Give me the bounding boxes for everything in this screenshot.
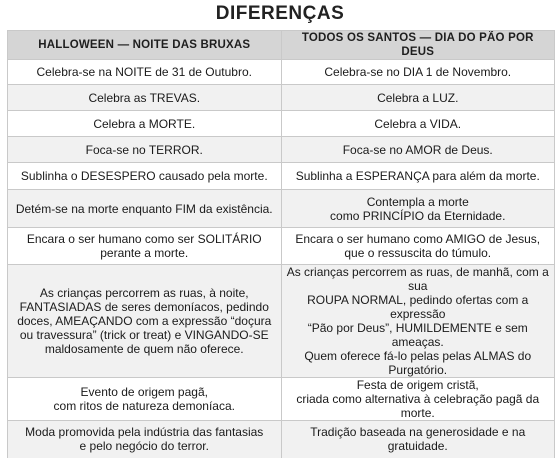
table-row — [8, 137, 555, 163]
header-todos-os-santos: TODOS OS SANTOS — DIA DO PÃO POR DEUS — [281, 31, 555, 60]
halloween-cell: Moda promovida pela indústria das fantasias e pelo negócio do terror. — [8, 421, 282, 458]
table-row — [8, 163, 555, 190]
comparison-table — [7, 30, 555, 458]
table-header-row — [8, 31, 555, 60]
todos-os-santos-cell: Foca-se no AMOR de Deus. — [281, 137, 555, 163]
todos-os-santos-cell: Sublinha a ESPERANÇA para além da morte. — [281, 163, 555, 190]
table-row — [8, 60, 555, 85]
halloween-cell: Evento de origem pagã, com ritos de natureza demoníaca. — [8, 378, 282, 421]
page-title: DIFERENÇAS — [215, 3, 345, 24]
table-row — [8, 111, 555, 137]
halloween-cell: Sublinha o DESESPERO causado pela morte. — [8, 163, 282, 190]
todos-os-santos-cell: As crianças percorrem as ruas, de manhã, com a sua ROUPA NORMAL, pedindo ofertas com a expressão “Pão por Deus”, HUMILDEMENTE e sem ameaças. Quem oferece fá-lo pelas pelas ALMAS do Purgatório. — [281, 265, 555, 378]
table-row — [8, 378, 555, 421]
todos-os-santos-cell: Encara o ser humano como AMIGO de Jesus, que o ressuscita do túmulo. — [281, 228, 555, 265]
table-row — [8, 265, 555, 378]
halloween-cell: Detém-se na morte enquanto FIM da existência. — [8, 190, 282, 228]
todos-os-santos-cell: Celebra a LUZ. — [281, 85, 555, 111]
halloween-cell: Foca-se no TERROR. — [8, 137, 282, 163]
table-row — [8, 421, 555, 458]
todos-os-santos-cell: Festa de origem cristã, criada como alternativa à celebração pagã da morte. — [281, 378, 555, 421]
table-row — [8, 228, 555, 265]
halloween-cell: Celebra as TREVAS. — [8, 85, 282, 111]
todos-os-santos-cell: Celebra a VIDA. — [281, 111, 555, 137]
halloween-cell: Celebra a MORTE. — [8, 111, 282, 137]
todos-os-santos-cell: Celebra-se no DIA 1 de Novembro. — [281, 60, 555, 85]
todos-os-santos-cell: Tradição baseada na generosidade e na gratuidade. — [281, 421, 555, 458]
halloween-cell: Celebra-se na NOITE de 31 de Outubro. — [8, 60, 282, 85]
halloween-cell: As crianças percorrem as ruas, à noite, FANTASIADAS de seres demoníacos, pedindo doces, AMEAÇANDO com a expressão “doçura ou travessura” (trick or treat) e VINGANDO-SE maldosamente de quem não oferece. — [8, 265, 282, 378]
todos-os-santos-cell: Contempla a morte como PRINCÍPIO da Eternidade. — [281, 190, 555, 228]
halloween-cell: Encara o ser humano como ser SOLITÁRIO perante a morte. — [8, 228, 282, 265]
table-row — [8, 85, 555, 111]
table-row — [8, 190, 555, 228]
header-halloween: HALLOWEEN — NOITE DAS BRUXAS — [8, 31, 282, 60]
